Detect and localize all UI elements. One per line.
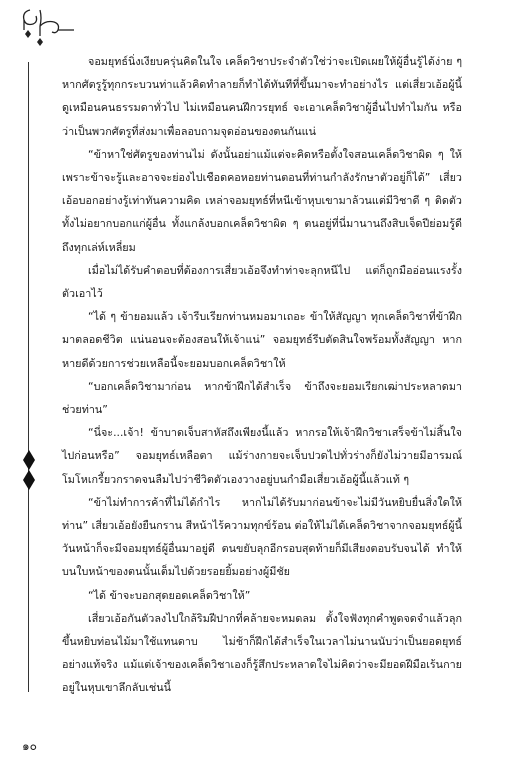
paragraph: “ข้าไม่ทำการค้าที่ไม่ได้กำไร หากไม่ได้รับมาก่อนข้าจะไม่มีวันหยิบยื่นสิ่งใดให้ท่าน” เสี่ยวเอ้อยังยืนกราน สีหน้าไร้ความทุกข์ร้อน ต่อให้ไม่ได้เคล็ดวิชาจากจอมยุทธ์ผู้นี้ วันหน้าก็จะมีจอมยุทธ์ผู้อื่นมาอยู่ดี ตนขยับลุกอีกรอบสุดท้ายก็มีเสียงตอบรับจนได้ ทำให้บนใบหน้าของตนนั้นเต็มไปด้วยรอยยิ้มอย่างผู้มีชัย (62, 495, 462, 579)
page-number: ๑๐ (22, 739, 37, 753)
story-text (62, 50, 462, 700)
diamond-ornament-icon (21, 450, 37, 490)
paragraph: จอมยุทธ์นิ่งเงียบครุ่นคิดในใจ เคล็ดวิชาประจำตัวใช่ว่าจะเปิดเผยให้ผู้อื่นรู้ได้ง่าย ๆ หากศัตรูรู้ทุกกระบวนท่าแล้วคิดทำลายก็ทำได้ทันทีที่ขึ้นมาจะทำอย่างไร แต่เสี่ยวเอ้อผู้นี้ดูเหมือนคนธรรมดาทั่วไป ไม่เหมือนคนฝึกวรยุทธ์ จะเอาเคล็ดวิชาผู้อื่นไปทำไมกัน หรือว่าเป็นพวกศัตรูที่ส่งมาเพื่อลอบถามจุดอ่อนของตนกันแน่ (62, 55, 462, 138)
paragraph: เมื่อไม่ได้รับคำตอบที่ต้องการเสี่ยวเอ้อจึงทำท่าจะลุกหนีไป แต่ก็ถูกมืออ่อนแรงรั้งตัวเอาไว้ (62, 263, 462, 301)
paragraph: “นี่จะ...เจ้า! ข้าบาดเจ็บสาหัสถึงเพียงนี้แล้ว หากรอให้เจ้าฝึกวิชาเสร็จข้าไม่สิ้นใจไปก่อนหรือ” จอมยุทธ์เหลือตา แม้ร่างกายจะเจ็บปวดไปทั่วร่างก็ยังไม่วายมีอารมณ์โมโหเกรี้ยวกราดจนลืมไปว่าชีวิตตัวเองวางอยู่บนกำมือเสี่ยวเอ้อผู้นี้แล้วแท้ ๆ (62, 426, 462, 486)
paragraph: “ได้ ๆ ข้ายอมแล้ว เจ้ารีบเรียกท่านหมอมาเถอะ ข้าให้สัญญา ทุกเคล็ดวิชาที่ข้าฝึกมาตลอดชีวิต แน่นอนจะต้องสอนให้เจ้าแน่” จอมยุทธ์รีบตัดสินใจพร้อมทั้งสัญญา หากหายดีด้วยการช่วยเหลือนี้จะยอมบอกเคล็ดวิชาให้ (62, 310, 462, 370)
paragraph: “ข้าหาใช่ศัตรูของท่านไม่ ดังนั้นอย่าแม้แต่จะคิดหรือตั้งใจสอนเคล็ดวิชาผิด ๆ ให้ เพราะข้าจะรู้และอาจจะย่องไปเชือดคอหอยท่านตอนที่ท่านกำลังรักษาตัวอยู่ก็ได้” เสี่ยวเอ้อบอกอย่างรู้เท่าทันความคิด เหล่าจอมยุทธ์ที่หนีเข้าหุบเขามาล้วนแต่มีวิชาดี ๆ ติดตัว ทั้งไม่อยากบอกแก่ผู้อื่น ทั้งแกล้งบอกเคล็ดวิชาผิด ๆ ตนอยู่ที่นี่มานานถึงสิบเจ็ดปีย่อมรู้ดีถึงทุกเล่ห์เหลี่ยม (62, 147, 462, 254)
paragraph: เสี่ยวเอ้อกันตัวลงไปใกล้ริมฝีปากที่คล้ายจะหมดลม ตั้งใจฟังทุกคำพูดจดจำแล้วลุกขึ้นหยิบท่อนไม้มาใช้แทนดาบ ไม่ช้าก็ฝึกได้สำเร็จในเวลาไม่นานนับว่าเป็นยอดยุทธ์อย่างแท้จริง แม้แต่เจ้าของเคล็ดวิชาเองก็รู้สึกประหลาดใจไม่คิดว่าจะมียอดฝีมือเร้นกายอยู่ในหุบเขาลึกลับเช่นนี้ (62, 611, 462, 695)
margin-rule (28, 62, 29, 692)
paragraph: “บอกเคล็ดวิชามาก่อน หากข้าฝึกได้สำเร็จ ข้าถึงจะยอมเรียกเฒ่าประหลาดมาช่วยท่าน” (62, 379, 462, 417)
paragraph: “ได้ ข้าจะบอกสุดยอดเคล็ดวิชาให้” (88, 588, 251, 602)
